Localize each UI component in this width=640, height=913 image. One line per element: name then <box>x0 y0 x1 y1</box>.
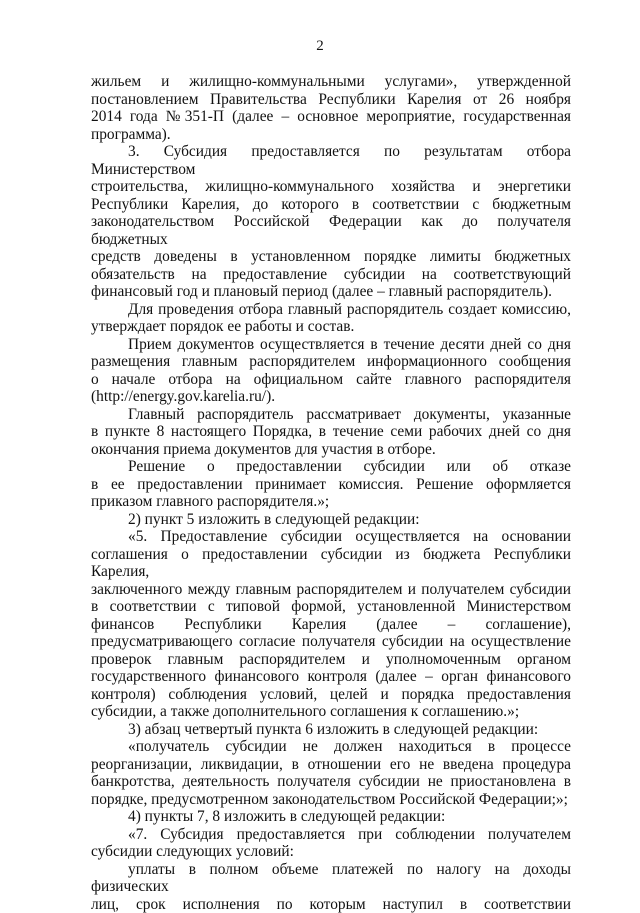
paragraph <box>91 406 571 459</box>
text-line: 3. Субсидия предоставляется по результатам отбора Министерством <box>91 143 571 178</box>
text-line: соглашения о предоставлении субсидии из бюджета Республики Карелия, <box>91 546 571 581</box>
paragraph <box>91 301 571 336</box>
paragraph <box>91 861 571 913</box>
text-line: 2014 года №351-П (далее – основное мероприятие, государственная <box>91 108 571 126</box>
text-line: приказом главного распорядителя.»; <box>91 493 571 511</box>
page-number: 2 <box>0 38 640 55</box>
paragraph <box>91 73 571 143</box>
text-line: предусматривающего согласие получателя субсидии на осуществление <box>91 633 571 651</box>
text-line: обязательств на предоставление субсидии на соответствующий <box>91 266 571 284</box>
text-line: строительства, жилищно-коммунального хозяйства и энергетики <box>91 178 571 196</box>
paragraph <box>91 143 571 301</box>
text-line: порядке, предусмотренном законодательством Российской Федерации;»; <box>91 791 571 809</box>
text-line: «получатель субсидии не должен находиться в процессе <box>91 738 571 756</box>
text-line: 4) пункты 7, 8 изложить в следующей редакции: <box>91 808 571 826</box>
text-line: банкротства, деятельность получателя субсидии не приостановлена в <box>91 773 571 791</box>
paragraph <box>91 738 571 808</box>
text-line: Решение о предоставлении субсидии или об отказе <box>91 458 571 476</box>
text-line: Главный распорядитель рассматривает документы, указанные <box>91 406 571 424</box>
text-line: законодательством Российской Федерации как до получателя бюджетных <box>91 213 571 248</box>
text-line: лиц, срок исполнения по которым наступил в соответствии <box>91 896 571 913</box>
text-line: размещения главным распорядителем информационного сообщения <box>91 353 571 371</box>
text-line: государственного финансового контроля (далее – орган финансового <box>91 668 571 686</box>
paragraph <box>91 458 571 511</box>
text-line: субсидии следующих условий: <box>91 843 571 861</box>
text-line: Республики Карелия, до которого в соответствии с бюджетным <box>91 196 571 214</box>
text-line: уплаты в полном объеме платежей по налогу на доходы физических <box>91 861 571 896</box>
text-line: о начале отбора на официальном сайте главного распорядителя <box>91 371 571 389</box>
text-line: средств доведены в установленном порядке лимиты бюджетных <box>91 248 571 266</box>
paragraph <box>91 528 571 721</box>
text-line: реорганизации, ликвидации, в отношении его не введена процедура <box>91 756 571 774</box>
paragraph <box>91 721 571 739</box>
document-body <box>91 73 571 913</box>
text-line: субсидии, а также дополнительного соглашения к соглашению.»; <box>91 703 571 721</box>
text-line: в пункте 8 настоящего Порядка, в течение семи рабочих дней со дня <box>91 423 571 441</box>
text-line: (http://energy.gov.karelia.ru/). <box>91 388 571 406</box>
paragraph <box>91 826 571 861</box>
text-line: проверок главным распорядителем и уполномоченным органом <box>91 651 571 669</box>
text-line: контроля) соблюдения условий, целей и порядка предоставления <box>91 686 571 704</box>
text-line: программа). <box>91 126 571 144</box>
text-line: Прием документов осуществляется в течение десяти дней со дня <box>91 336 571 354</box>
text-line: жильем и жилищно-коммунальными услугами», утвержденной <box>91 73 571 91</box>
text-line: заключенного между главным распорядителем и получателем субсидии <box>91 581 571 599</box>
text-line: 3) абзац четвертый пункта 6 изложить в следующей редакции: <box>91 721 571 739</box>
text-line: финансовый год и плановый период (далее – главный распорядитель). <box>91 283 571 301</box>
text-line: постановлением Правительства Республики Карелия от 26 ноября <box>91 91 571 109</box>
paragraph <box>91 808 571 826</box>
text-line: финансов Республики Карелия (далее – соглашение), <box>91 616 571 634</box>
text-line: в ее предоставлении принимает комиссия. Решение оформляется <box>91 476 571 494</box>
text-line: «7. Субсидия предоставляется при соблюдении получателем <box>91 826 571 844</box>
text-line: в соответствии с типовой формой, установленной Министерством <box>91 598 571 616</box>
text-line: Для проведения отбора главный распорядитель создает комиссию, <box>91 301 571 319</box>
paragraph <box>91 336 571 406</box>
paragraph <box>91 511 571 529</box>
text-line: утверждает порядок ее работы и состав. <box>91 318 571 336</box>
text-line: 2) пункт 5 изложить в следующей редакции: <box>91 511 571 529</box>
text-line: окончания приема документов для участия в отборе. <box>91 441 571 459</box>
text-line: «5. Предоставление субсидии осуществляется на основании <box>91 528 571 546</box>
